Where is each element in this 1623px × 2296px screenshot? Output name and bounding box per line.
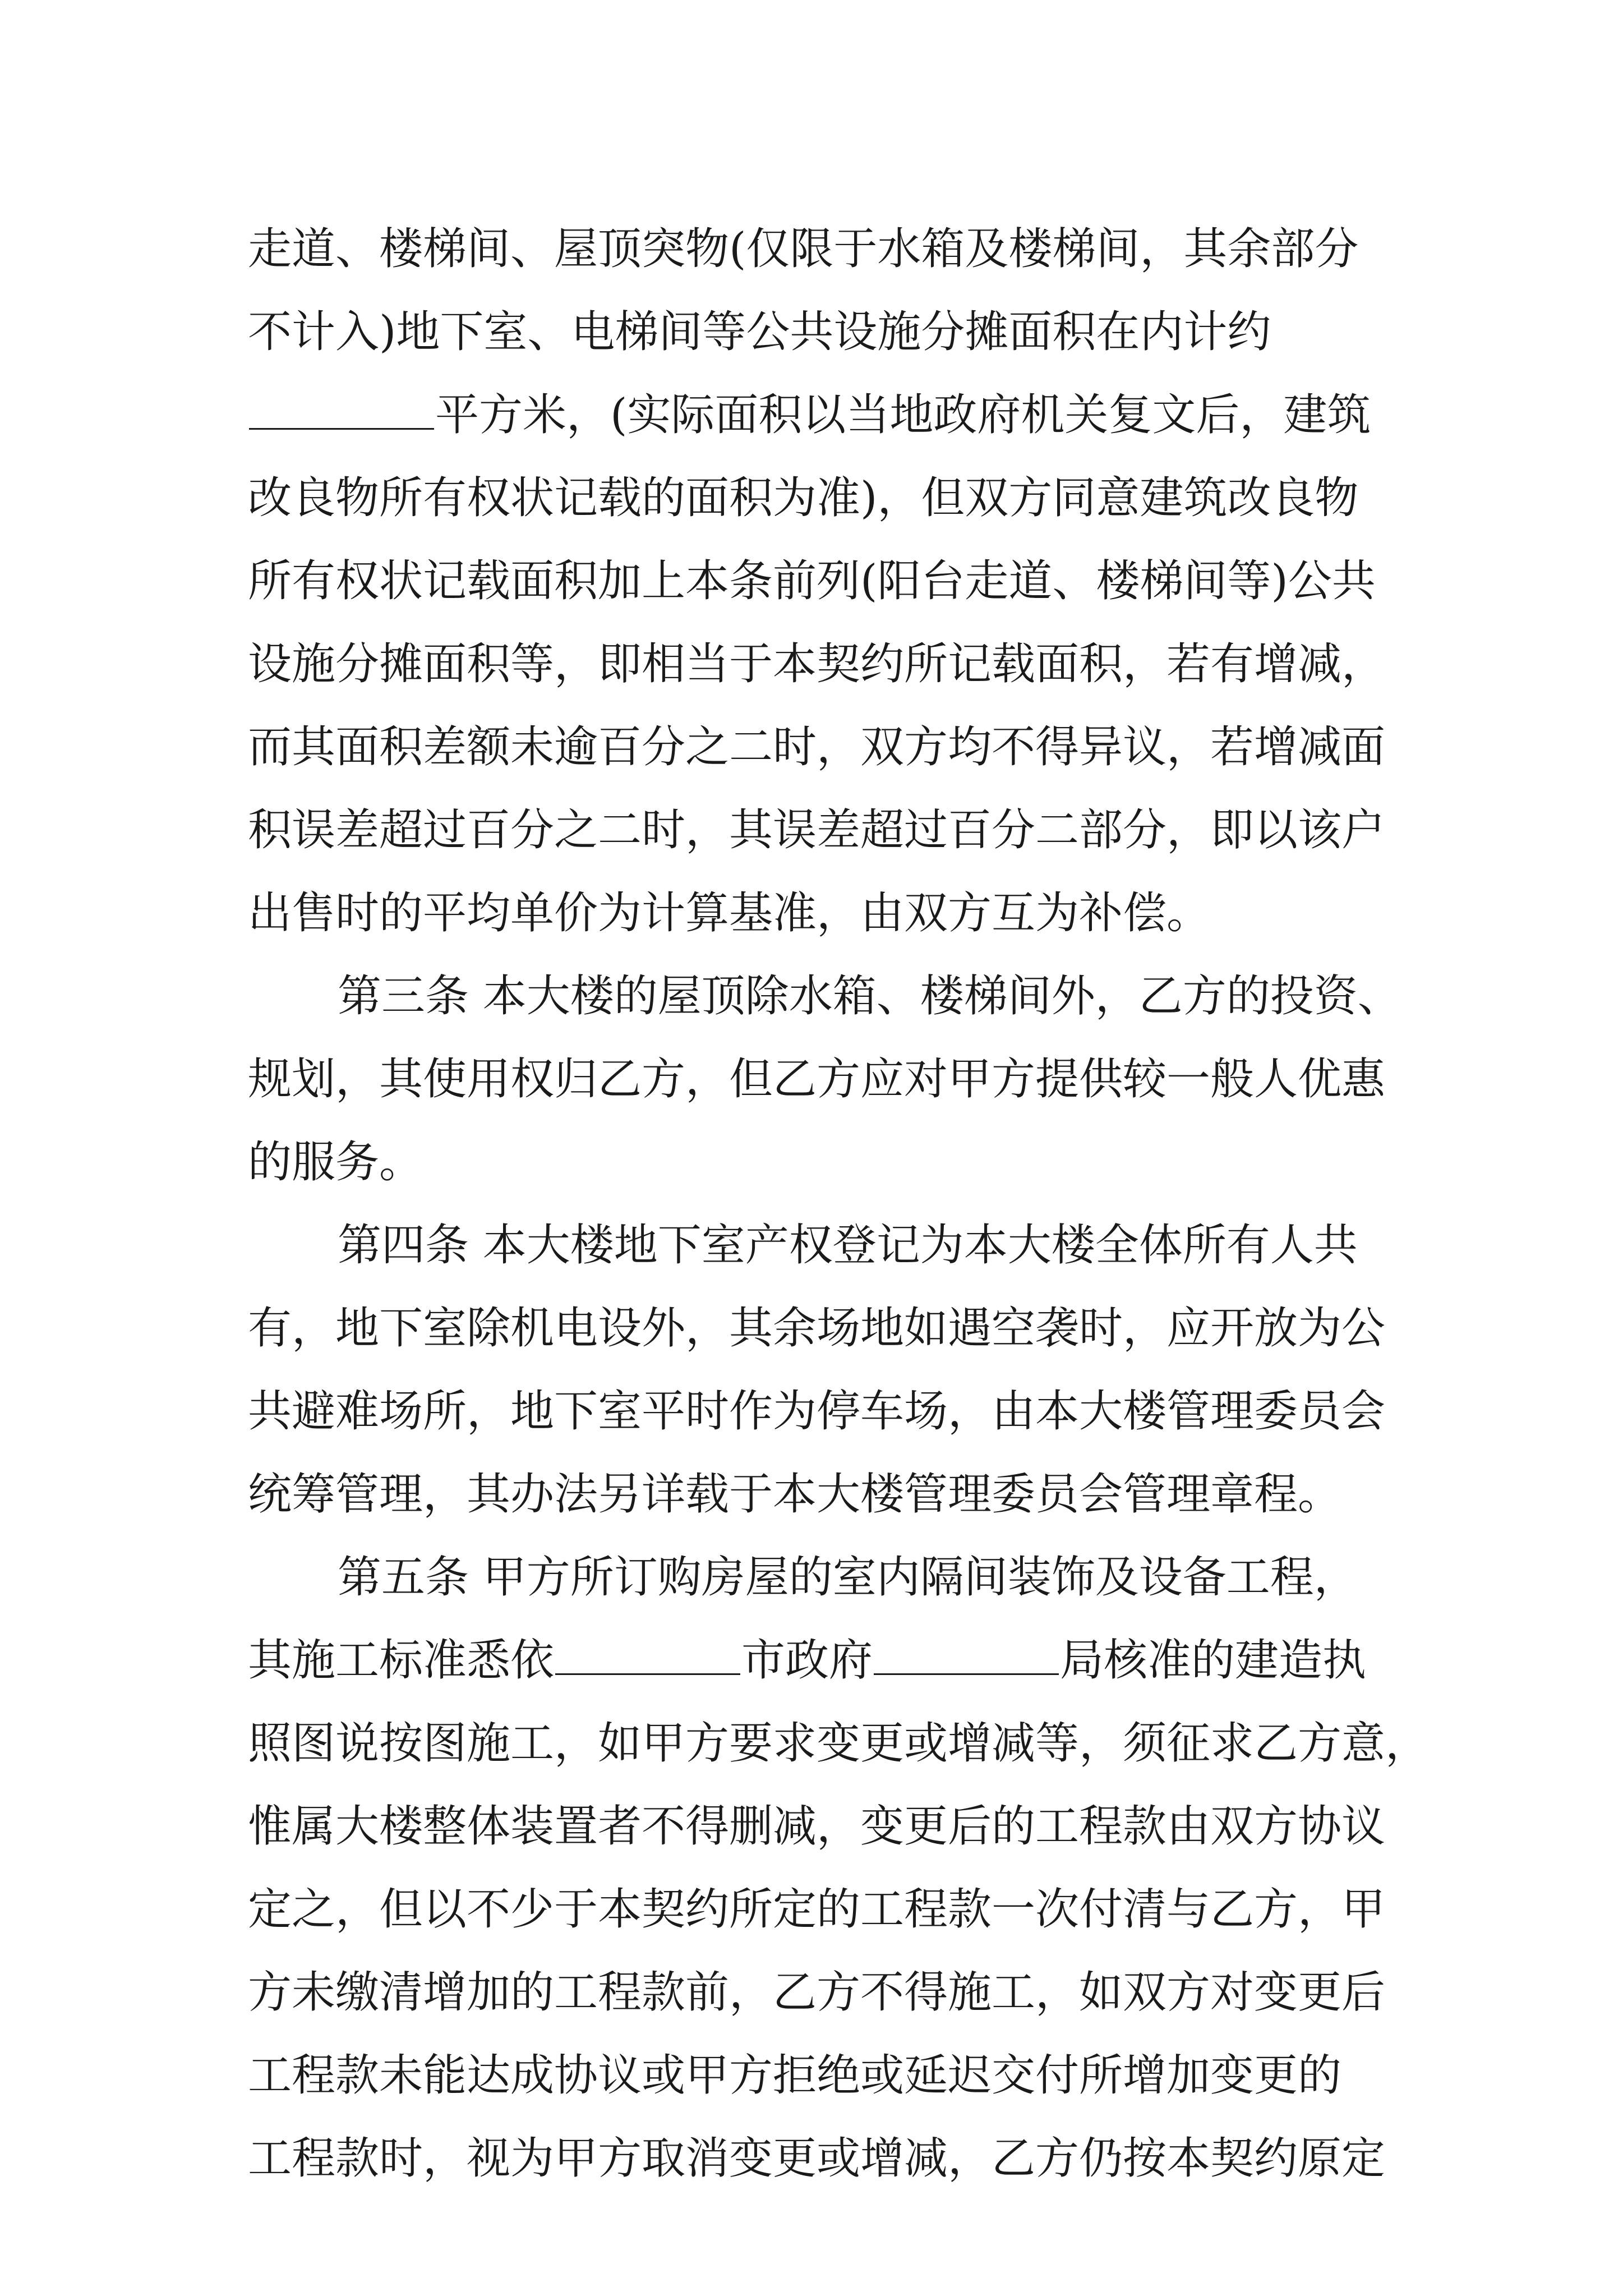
- text-line: 改良物所有权状记载的面积为准)，但双方同意建筑改良物: [248, 473, 1359, 523]
- text-line: 积误差超过百分之二时，其误差超过百分二部分，即以该户: [248, 805, 1386, 855]
- text-segment: 其施工标准悉依: [248, 1635, 555, 1686]
- text-line: 所有权状记载面积加上本条前列(阳台走道、楼梯间等)公共: [248, 556, 1376, 606]
- article-3-heading-line: 第三条 本大楼的屋顶除水箱、楼梯间外，乙方的投资、: [338, 971, 1401, 1022]
- text-segment: 市政府: [741, 1635, 873, 1686]
- text-line: 的服务。: [248, 1137, 423, 1188]
- text-line: 有，地下室除机电设外，其余场地如遇空袭时，应开放为公: [248, 1303, 1386, 1354]
- article-5-heading-line: 第五条 甲方所订购房屋的室内隔间装饰及设备工程，: [338, 1552, 1358, 1603]
- text-line: 出售时的平均单价为计算基准，由双方互为补偿。: [248, 888, 1211, 938]
- text-line: 走道、楼梯间、屋顶突物(仅限于水箱及楼梯间，其余部分: [248, 224, 1359, 274]
- text-line: [248, 1619, 1386, 1702]
- text-line: 工程款时，视为甲方取消变更或增减，乙方仍按本契约原定: [248, 2133, 1386, 2184]
- fill-in-blank: [874, 1630, 1059, 1675]
- text-line: 惟属大楼整体装置者不得删减，变更后的工程款由双方协议: [248, 1801, 1386, 1852]
- text-line: 方未缴清增加的工程款前，乙方不得施工，如双方对变更后: [248, 1967, 1386, 2018]
- text-line: 工程款未能达成协议或甲方拒绝或延迟交付所增加变更的: [248, 2050, 1342, 2101]
- text-line: 不计入)地下室、电梯间等公共设施分摊面积在内计约: [248, 307, 1271, 357]
- text-line: [248, 374, 1386, 457]
- text-line-content: 平方米，(实际面积以当地政府机关复文后，建筑: [435, 390, 1371, 440]
- text-line: 设施分摊面积等，即相当于本契约所记载面积，若有增减，: [248, 639, 1386, 689]
- text-line: 统筹管理，其办法另详载于本大楼管理委员会管理章程。: [248, 1469, 1342, 1520]
- text-segment: 局核准的建造执: [1060, 1635, 1367, 1686]
- text-line: 照图说按图施工，如甲方要求变更或增减等，须征求乙方意，: [248, 1718, 1430, 1769]
- text-line: 共避难场所，地下室平时作为停车场，由本大楼管理委员会: [248, 1386, 1386, 1437]
- contract-text: [248, 208, 1430, 2200]
- text-line: 规划，其使用权归乙方，但乙方应对甲方提供较一般人优惠: [248, 1054, 1386, 1105]
- article-4-heading-line: 第四条 本大楼地下室产权登记为本大楼全体所有人共: [338, 1220, 1358, 1271]
- text-line: 定之，但以不少于本契约所定的工程款一次付清与乙方，甲: [248, 1884, 1386, 1935]
- fill-in-blank: [249, 384, 434, 430]
- fill-in-blank: [555, 1630, 740, 1675]
- text-line: 而其面积差额未逾百分之二时，双方均不得异议，若增减面: [248, 722, 1386, 772]
